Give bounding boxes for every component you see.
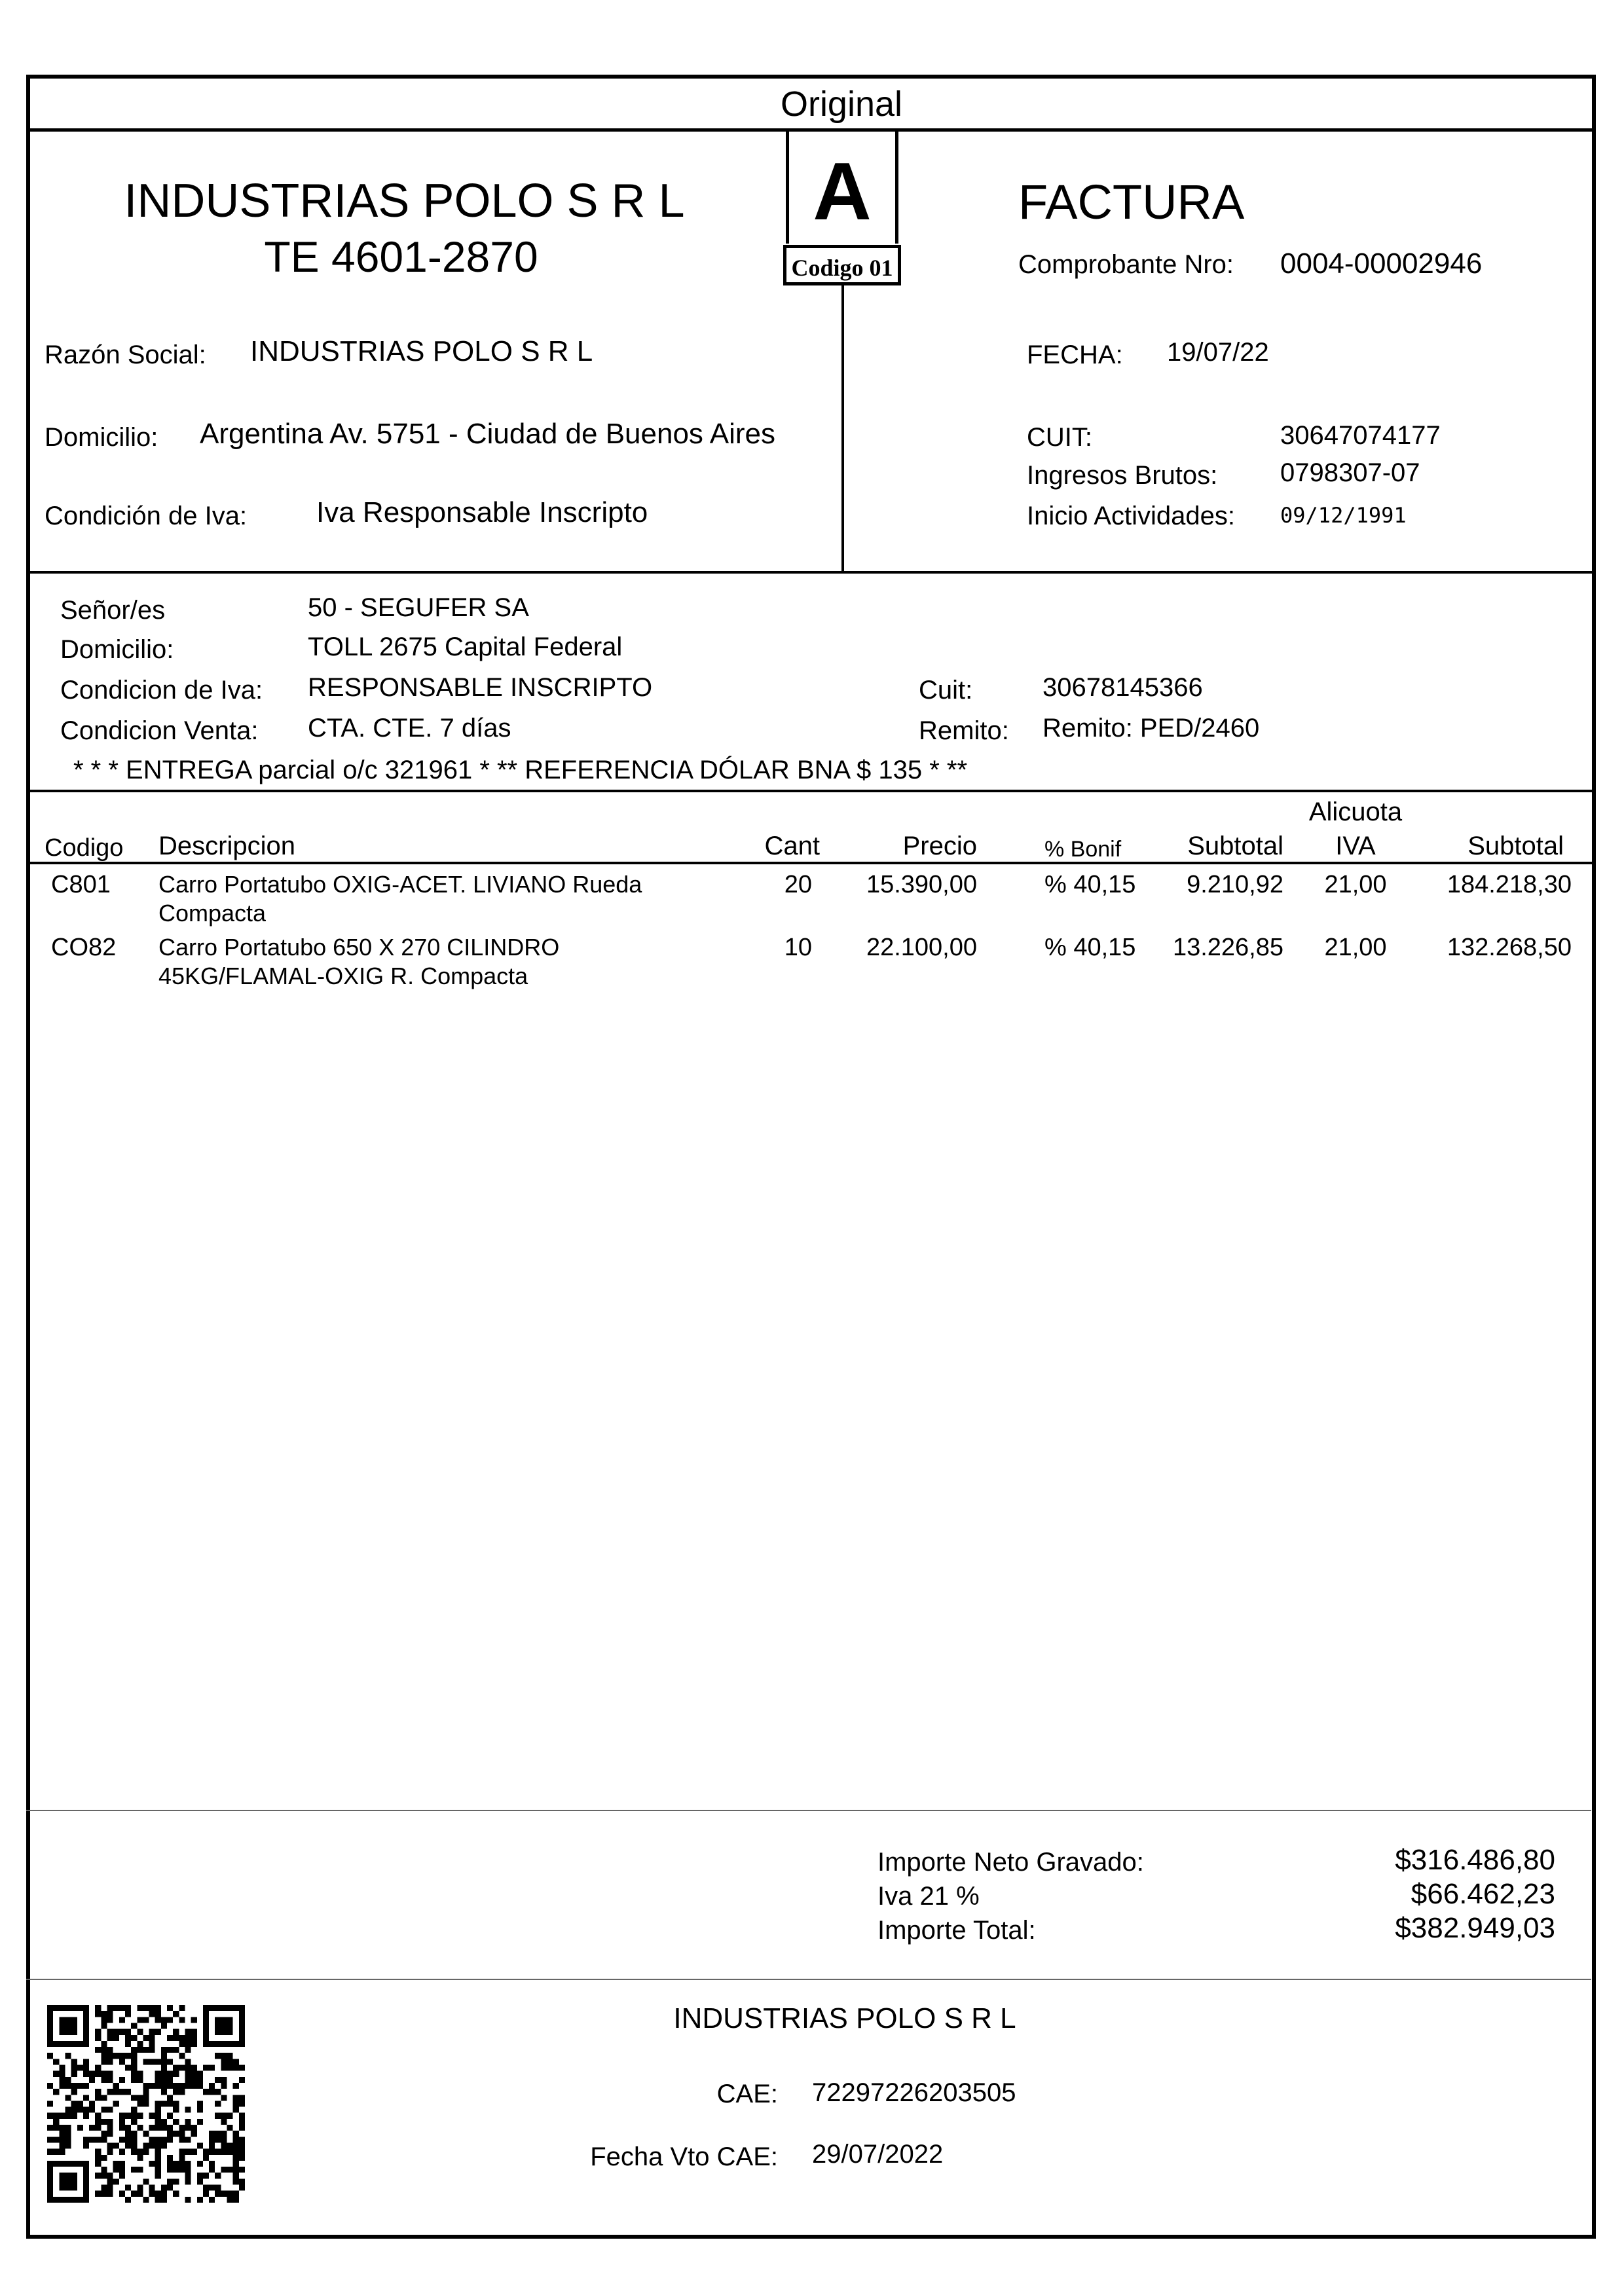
importe-total-value: $382.949,03 <box>1395 1912 1555 1944</box>
divider-above-totals <box>26 1810 1591 1811</box>
number-value: 0004-00002946 <box>1280 248 1483 280</box>
cliente-venta-value: CTA. CTE. 7 días <box>308 714 511 743</box>
row-precio: 22.100,00 <box>866 934 977 961</box>
row-subtotal2: 184.218,30 <box>1447 871 1572 898</box>
neto-gravado-value: $316.486,80 <box>1395 1844 1555 1876</box>
razon-social-value: INDUSTRIAS POLO S R L <box>250 335 593 367</box>
row-descripcion-line1: Carro Portatubo OXIG-ACET. LIVIANO Rueda <box>158 871 642 898</box>
cliente-venta-label: Condicion Venta: <box>60 716 259 745</box>
fecha-label: FECHA: <box>1027 340 1123 369</box>
divider-below-client <box>26 790 1596 792</box>
ingresos-brutos-label: Ingresos Brutos: <box>1027 461 1218 490</box>
cliente-iva-value: RESPONSABLE INSCRIPTO <box>308 673 653 702</box>
razon-social-label: Razón Social: <box>45 340 206 369</box>
row-subtotal2: 132.268,50 <box>1447 934 1572 961</box>
col-codigo-header: Codigo <box>45 834 124 862</box>
footer-company-name: INDUSTRIAS POLO S R L <box>673 2002 1016 2034</box>
domicilio-label: Domicilio: <box>45 423 158 452</box>
domicilio-value: Argentina Av. 5751 - Ciudad de Buenos Aires <box>200 418 775 450</box>
row-cant: 20 <box>784 871 812 898</box>
col-alicuota-header-bottom: IVA <box>1335 832 1376 860</box>
issuer-name: INDUSTRIAS POLO S R L <box>124 175 685 227</box>
cliente-domicilio-label: Domicilio: <box>60 635 174 664</box>
divider-below-issuer <box>26 571 1596 574</box>
issuer-phone: TE 4601-2870 <box>264 232 538 281</box>
row-subtotal: 13.226,85 <box>1172 934 1283 961</box>
document-type: FACTURA <box>1018 175 1245 229</box>
col-descripcion-header: Descripcion <box>158 832 295 860</box>
inicio-actividades-label: Inicio Actividades: <box>1027 502 1235 530</box>
cliente-domicilio-value: TOLL 2675 Capital Federal <box>308 633 623 661</box>
client-note: * * * ENTREGA parcial o/c 321961 * ** REFERENCIA DÓLAR BNA $ 135 * ** <box>73 756 968 784</box>
row-bonif: % 40,15 <box>1044 871 1136 898</box>
remito-label: Remito: <box>919 716 1009 745</box>
neto-gravado-label: Importe Neto Gravado: <box>877 1848 1144 1877</box>
row-codigo: C801 <box>51 871 111 898</box>
row-descripcion-line2: Compacta <box>158 900 267 927</box>
col-bonif-header: % Bonif <box>1044 837 1122 862</box>
cliente-label: Señor/es <box>60 596 166 625</box>
row-alicuota: 21,00 <box>1324 934 1387 961</box>
cae-value: 72297226203505 <box>812 2078 1016 2107</box>
row-precio: 15.390,00 <box>866 871 977 898</box>
row-descripcion-line2: 45KG/FLAMAL-OXIG R. Compacta <box>158 963 528 989</box>
cliente-value: 50 - SEGUFER SA <box>308 593 529 622</box>
remito-value: Remito: PED/2460 <box>1043 714 1260 743</box>
row-bonif: % 40,15 <box>1044 934 1136 961</box>
number-label: Comprobante Nro: <box>1018 250 1234 279</box>
divider-above-footer <box>26 1979 1591 1980</box>
col-alicuota-header-top: Alicuota <box>1308 798 1403 826</box>
iva-total-value: $66.462,23 <box>1411 1878 1555 1910</box>
row-cant: 10 <box>784 934 812 961</box>
row-codigo: CO82 <box>51 934 117 961</box>
cliente-iva-label: Condicion de Iva: <box>60 676 263 705</box>
cae-label: CAE: <box>716 2080 778 2108</box>
document-letter: A <box>813 147 872 237</box>
document-code: Codigo 01 <box>783 245 901 285</box>
fecha-value: 19/07/22 <box>1167 338 1269 367</box>
iva-total-label: Iva 21 % <box>877 1882 980 1911</box>
inicio-actividades-value: 09/12/1991 <box>1280 503 1407 528</box>
qr-code <box>47 2005 245 2203</box>
divider-table-header <box>26 862 1596 864</box>
fecha-vto-cae-value: 29/07/2022 <box>812 2140 944 2169</box>
header-vertical-separator <box>841 285 844 574</box>
col-subtotal2-header: Subtotal <box>1467 832 1564 860</box>
condicion-iva-value: Iva Responsable Inscripto <box>316 496 648 528</box>
copy-label: Original <box>780 84 903 124</box>
fecha-vto-cae-label: Fecha Vto CAE: <box>590 2142 778 2171</box>
condicion-iva-label: Condición de Iva: <box>45 502 248 530</box>
row-alicuota: 21,00 <box>1324 871 1387 898</box>
row-subtotal: 9.210,92 <box>1187 871 1283 898</box>
cliente-cuit-value: 30678145366 <box>1043 673 1203 702</box>
col-cant-header: Cant <box>764 832 820 860</box>
importe-total-label: Importe Total: <box>877 1916 1036 1945</box>
col-precio-header: Precio <box>902 832 977 860</box>
ingresos-brutos-value: 0798307-07 <box>1280 458 1420 487</box>
cuit-value: 30647074177 <box>1280 421 1441 450</box>
cliente-cuit-label: Cuit: <box>919 676 973 705</box>
row-descripcion-line1: Carro Portatubo 650 X 270 CILINDRO <box>158 934 560 961</box>
col-subtotal-header: Subtotal <box>1187 832 1283 860</box>
cuit-label: CUIT: <box>1027 423 1092 452</box>
